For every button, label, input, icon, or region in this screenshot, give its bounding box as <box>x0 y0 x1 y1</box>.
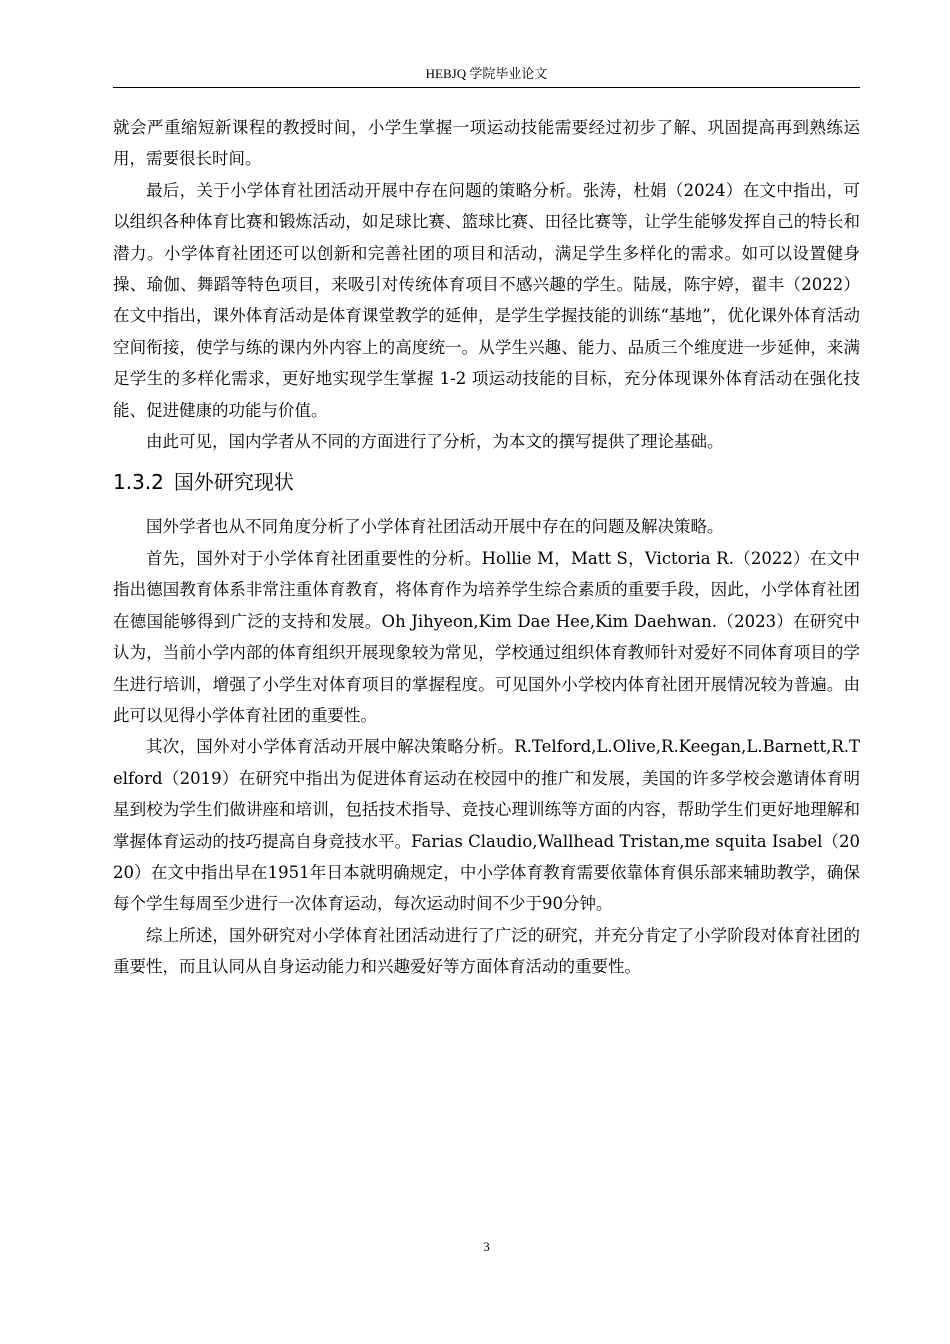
paragraph-1: 就会严重缩短新课程的教授时间，小学生掌握一项运动技能需要经过初步了解、巩固提高再到熟练运用，需要很长时间。 <box>113 118 860 169</box>
paragraph-7: 综上所述，国外研究对小学体育社团活动进行了广泛的研究，并充分肯定了小学阶段对体育社团的重要性，而且认同从自身运动能力和兴趣爱好等方面体育活动的重要性。 <box>113 925 860 977</box>
page-content <box>113 112 860 983</box>
section-heading <box>113 467 860 497</box>
paragraph-6: 其次，国外对小学体育活动开展中解决策略分析。R.Telford,L.Olive,R.Keegan,L.Barnett,R.Telford（2019）在研究中指出为促进体育运动在校园中的推广和发展，美国的许多学校会邀请体育明星到校为学生们做讲座和培训，包括技术指导、竞技心理训练等方面的内容，帮助学生们更好地理解和掌握体育运动的技巧提高自身竞技水平。Farias Claudio,Wallhead Tristan,me squita Isabel（2020）在文中指出早在1951年日本就明确规定，中小学体育教育需要依靠体育俱乐部来辅助教学，确保每个学生每周至少进行一次体育运动，每次运动时间不少于90分钟。 <box>113 737 860 914</box>
header-rule <box>113 87 860 88</box>
paragraph-3: 由此可见，国内学者从不同的方面进行了分析，为本文的撰写提供了理论基础。 <box>146 432 724 452</box>
page-header: HEBJQ 学院毕业论文 <box>425 66 548 81</box>
section-title: 国外研究现状 <box>173 470 294 495</box>
page-number: 3 <box>483 1239 490 1254</box>
section-number: 1.3.2 <box>113 470 164 495</box>
paragraph-4: 国外学者也从不同角度分析了小学体育社团活动开展中存在的问题及解决策略。 <box>146 517 724 537</box>
paragraph-5: 首先，国外对于小学体育社团重要性的分析。Hollie M，Matt S，Victoria R.（2022）在文中指出德国教育体系非常注重体育教育，将体育作为培养学生综合素质的重要手段，因此，小学体育社团在德国能够得到广泛的支持和发展。Oh Jihyeon,Kim Dae Hee,Kim Daehwan.（2023）在研究中认为，当前小学内部的体育组织开展现象较为常见，学校通过组织体育教师针对爱好不同体育项目的学生进行培训，增强了小学生对体育项目的掌握程度。可见国外小学校内体育社团开展情况较为普遍。由此可以见得小学体育社团的重要性。 <box>113 548 860 725</box>
paragraph-2: 最后，关于小学体育社团活动开展中存在问题的策略分析。张涛，杜娟（2024）在文中指出，可以组织各种体育比赛和锻炼活动，如足球比赛、篮球比赛、田径比赛等，让学生能够发挥自己的特长和潜力。小学体育社团还可以创新和完善社团的项目和活动，满足学生多样化的需求。如可以设置健身操、瑜伽、舞蹈等特色项目，来吸引对传统体育项目不感兴趣的学生。陆晟，陈宇婷，翟丰（2022）在文中指出，课外体育活动是体育课堂教学的延伸，是学生学握技能的训练“基地”，优化课外体育活动空间衔接，使学与练的课内外内容上的高度统一。从学生兴趣、能力、品质三个维度进一步延伸，来满足学生的多样化需求，更好地实现学生掌握 1-2 项运动技能的目标，充分体现课外体育活动在强化技能、促进健康的功能与价值。 <box>113 180 860 420</box>
